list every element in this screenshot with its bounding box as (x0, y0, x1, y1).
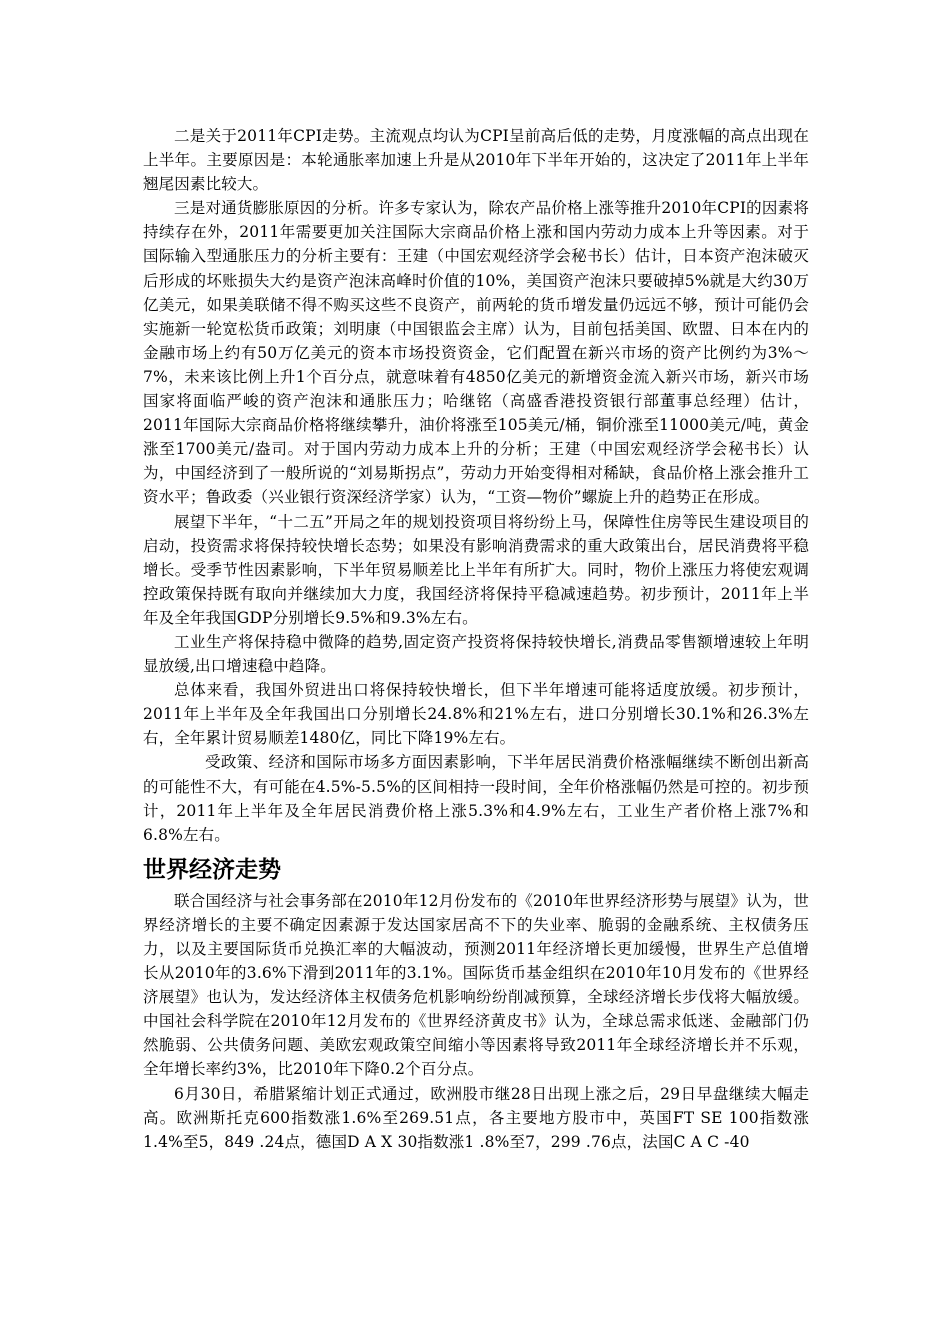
paragraph-consumer-prices: 受政策、经济和国际市场多方面因素影响，下半年居民消费价格涨幅继续不断创出新高的可能性不大，有可能在4.5%-5.5%的区间相持一段时间，全年价格涨幅仍然是可控的。初步预计，2011年上半年及全年居民消费价格上涨5.3%和4.9%左右，工业生产者价格上涨7%和6.8%左右。 (143, 753, 809, 844)
paragraph-industrial-production: 工业生产将保持稳中微降的趋势,固定资产投资将保持较快增长,消费品零售额增速较上年明显放缓,出口增速稳中趋降。 (143, 632, 809, 676)
paragraph-second-half-outlook: 展望下半年，“十二五”开局之年的规划投资项目将纷纷上马，保障性住房等民生建设项目的启动，投资需求将保持较快增长态势；如果没有影响消费需求的重大政策出台，居民消费将平稳增长。受季节性因素影响，下半年贸易顺差比上半年有所扩大。同时，物价上涨压力将使宏观调控政策保持既有取向并继续加大力度，我国经济将保持平稳减速趋势。初步预计，2011年上半年及全年我国GDP分别增长9.5%和9.3%左右。 (143, 512, 809, 627)
document-page (143, 124, 809, 1154)
section-heading: 世界经济走势 (143, 856, 281, 883)
paragraph-european-markets: 6月30日，希腊紧缩计划正式通过，欧洲股市继28日出现上涨之后，29日早盘继续大幅走高。欧洲斯托克600指数涨1.6%至269.51点，各主要地方股市中，英国FT SE 100指数涨1.4%至5，849 .24点，德国D A X 30指数涨1 .8%至7，299 .76点，法国C A C -40 (143, 1084, 809, 1151)
paragraph-world-economy: 联合国经济与社会事务部在2010年12月份发布的《2010年世界经济形势与展望》认为，世界经济增长的主要不确定因素源于发达国家居高不下的失业率、脆弱的金融系统、主权债务压力，以及主要国际货币兑换汇率的大幅波动，预测2011年经济增长更加缓慢，世界生产总值增长从2010年的3.6%下滑到2011年的3.1%。国际货币基金组织在2010年10月发布的《世界经济展望》也认为，发达经济体主权债务危机影响纷纷削减预算，全球经济增长步伐将大幅放缓。中国社会科学院在2010年12月发布的《世界经济黄皮书》认为，全球总需求低迷、金融部门仍然脆弱、公共债务问题、美欧宏观政策空间缩小等因素将导致2011年全球经济增长并不乐观，全年增长率约3%，比2010年下降0.2个百分点。 (143, 891, 809, 1079)
paragraph-cpi-trend: 二是关于2011年CPI走势。主流观点均认为CPI呈前高后低的走势，月度涨幅的高点出现在上半年。主要原因是：本轮通胀率加速上升是从2010年下半年开始的，这决定了2011年上半年翘尾因素比较大。 (143, 127, 809, 194)
paragraph-foreign-trade: 总体来看，我国外贸进出口将保持较快增长，但下半年增速可能将适度放缓。初步预计，2011年上半年及全年我国出口分别增长24.8%和21%左右，进口分别增长30.1%和26.3%左右，全年累计贸易顺差1480亿，同比下降19%左右。 (143, 681, 809, 748)
paragraph-inflation-causes: 三是对通货膨胀原因的分析。许多专家认为，除农产品价格上涨等推升2010年CPI的因素将持续存在外，2011年需要更加关注国际大宗商品价格上涨和国内劳动力成本上升等因素。对于国际输入型通胀压力的分析主要有：王建（中国宏观经济学会秘书长）估计，日本资产泡沫破灭后形成的坏账损失大约是资产泡沫高峰时价值的10%，美国资产泡沫只要破掉5%就是大约30万亿美元，如果美联储不得不购买这些不良资产，前两轮的货币增发量仍远远不够，预计可能仍会实施新一轮宽松货币政策；刘明康（中国银监会主席）认为，目前包括美国、欧盟、日本在内的金融市场上约有50万亿美元的资本市场投资资金，它们配置在新兴市场的资产比例约为3%～7%，未来该比例上升1个百分点，就意味着有4850亿美元的新增资金流入新兴市场，新兴市场国家将面临严峻的资产泡沫和通胀压力；哈继铭（高盛香港投资银行部董事总经理）估计，2011年国际大宗商品价格将继续攀升，油价将涨至105美元/桶，铜价涨至11000美元/吨，黄金涨至1700美元/盎司。对于国内劳动力成本上升的分析；王建（中国宏观经济学会秘书长）认为，中国经济到了一般所说的“刘易斯拐点”，劳动力开始变得相对稀缺，食品价格上涨会推升工资水平；鲁政委（兴业银行资深经济学家）认为，“工资—物价”螺旋上升的趋势正在形成。 (143, 199, 809, 507)
